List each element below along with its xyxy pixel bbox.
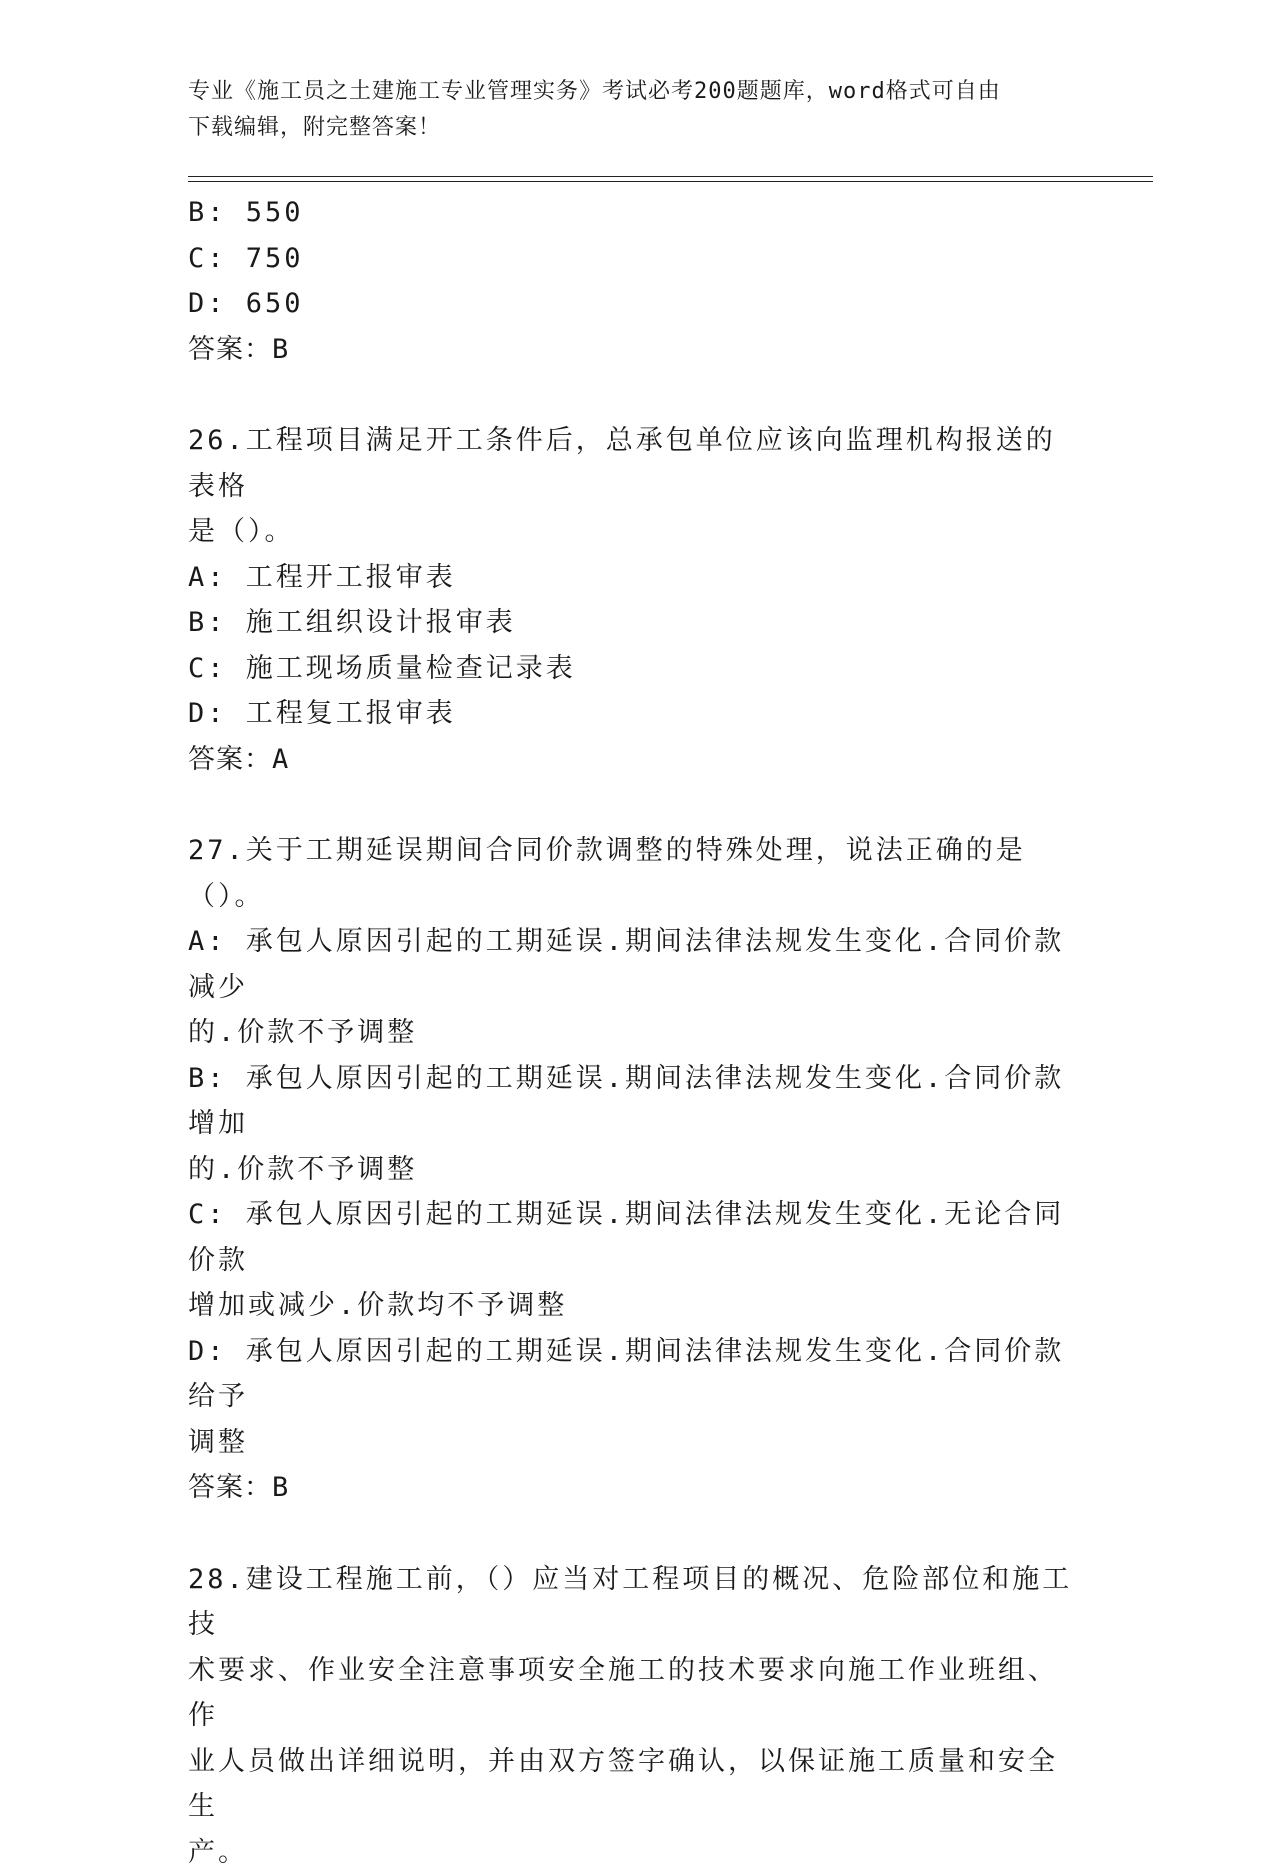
- option-a: A: 承包人原因引起的工期延误.期间法律法规发生变化.合同价款减少: [188, 919, 1078, 1010]
- question-stem: 26.工程项目满足开工条件后，总承包单位应该向监理机构报送的表格: [188, 418, 1078, 509]
- option-d: D: 工程复工报审表: [188, 691, 1078, 737]
- document-header: [188, 74, 1068, 146]
- question-stem: 术要求、作业安全注意事项安全施工的技术要求向施工作业班组、作: [188, 1648, 1078, 1739]
- answer: 答案：B: [188, 327, 1078, 373]
- option-c: C: 750: [188, 236, 1078, 282]
- option-a: A: 工程开工报审表: [188, 555, 1078, 601]
- question-27: [188, 828, 1078, 1511]
- question-28: [188, 1557, 1078, 1875]
- header-divider: [188, 176, 1153, 182]
- spacer: [188, 782, 1078, 828]
- spacer: [188, 1511, 1078, 1557]
- option-d: D: 650: [188, 281, 1078, 327]
- option-b: B: 承包人原因引起的工期延误.期间法律法规发生变化.合同价款增加: [188, 1056, 1078, 1147]
- option-c: C: 施工现场质量检查记录表: [188, 646, 1078, 692]
- option-b-continued: 的.价款不予调整: [188, 1147, 1078, 1193]
- option-c: C: 承包人原因引起的工期延误.期间法律法规发生变化.无论合同价款: [188, 1192, 1078, 1283]
- answer: 答案：A: [188, 737, 1078, 783]
- answer: 答案：B: [188, 1465, 1078, 1511]
- option-d: D: 承包人原因引起的工期延误.期间法律法规发生变化.合同价款给予: [188, 1329, 1078, 1420]
- document-body: [188, 190, 1078, 1875]
- question-stem: 是（）。: [188, 509, 1078, 555]
- option-d-continued: 调整: [188, 1420, 1078, 1466]
- question-26: [188, 418, 1078, 782]
- option-b: B: 550: [188, 190, 1078, 236]
- option-a-continued: 的.价款不予调整: [188, 1010, 1078, 1056]
- option-c-continued: 增加或减少.价款均不予调整: [188, 1283, 1078, 1329]
- header-line-1: 专业《施工员之土建施工专业管理实务》考试必考200题题库，word格式可自由: [188, 74, 1068, 110]
- header-line-2: 下载编辑，附完整答案！: [188, 110, 1068, 146]
- question-stem: 产。: [188, 1830, 1078, 1875]
- question-stem: 业人员做出详细说明，并由双方签字确认，以保证施工质量和安全生: [188, 1739, 1078, 1830]
- spacer: [188, 372, 1078, 418]
- question-stem: 27.关于工期延误期间合同价款调整的特殊处理，说法正确的是（）。: [188, 828, 1078, 919]
- question-25-continued: [188, 190, 1078, 372]
- option-b: B: 施工组织设计报审表: [188, 600, 1078, 646]
- question-stem: 28.建设工程施工前，（）应当对工程项目的概况、危险部位和施工技: [188, 1557, 1078, 1648]
